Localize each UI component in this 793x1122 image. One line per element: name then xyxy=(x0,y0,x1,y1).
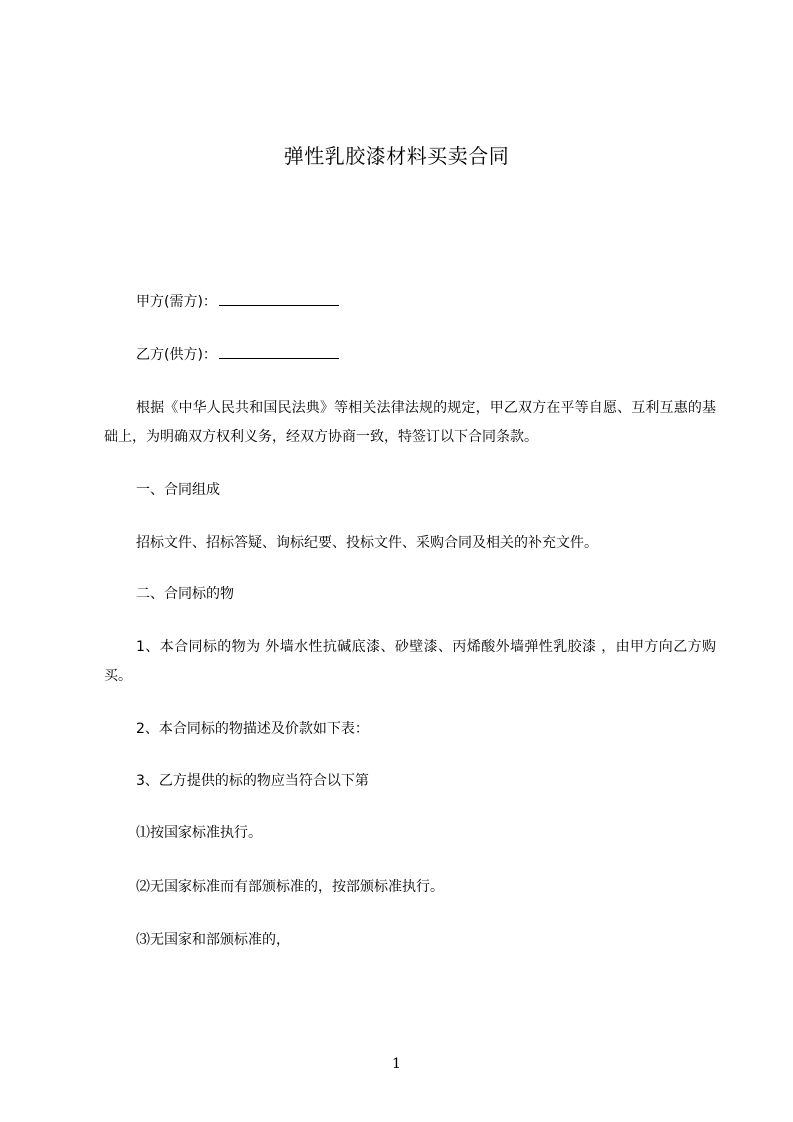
party-b-line xyxy=(104,344,748,365)
item2-text: 2、本合同标的物描述及价款如下表： xyxy=(136,721,369,737)
document-title: 弹性乳胶漆材料买卖合同 xyxy=(283,144,510,168)
party-a-blank xyxy=(219,291,339,306)
section1-text: 招标文件、招标答疑、询标纪要、投标文件、采购合同及相关的补充文件。 xyxy=(136,535,598,551)
party-b-blank xyxy=(219,344,339,359)
item3-text: 3、乙方提供的标的物应当符合以下第 xyxy=(136,773,369,789)
item1-paragraph: 1、本合同标的物为 外墙水性抗碱底漆、砂壁漆、丙烯酸外墙弹性乳胶漆 ，由甲方向乙方购买。 xyxy=(104,639,716,684)
sub2-text: ⑵无国家标准而有部颁标准的，按部颁标准执行。 xyxy=(136,879,444,895)
sub1-text: ⑴按国家标准执行。 xyxy=(136,825,262,841)
intro-paragraph: 根据《中华人民共和国民法典》等相关法律法规的规定，甲乙双方在平等自愿、互利互惠的基础上，为明确双方权利义务，经双方协商一致，特签订以下合同条款。 xyxy=(104,400,716,445)
section2-heading: 二、合同标的物 xyxy=(136,586,234,602)
section1-heading: 一、合同组成 xyxy=(136,482,220,498)
party-a-line xyxy=(104,291,748,312)
sub3-text: ⑶无国家和部颁标准的， xyxy=(136,932,290,948)
party-b-label: 乙方(供方)： xyxy=(136,347,217,363)
page-number: 1 xyxy=(392,1056,401,1072)
party-a-label: 甲方(需方)： xyxy=(136,294,217,310)
